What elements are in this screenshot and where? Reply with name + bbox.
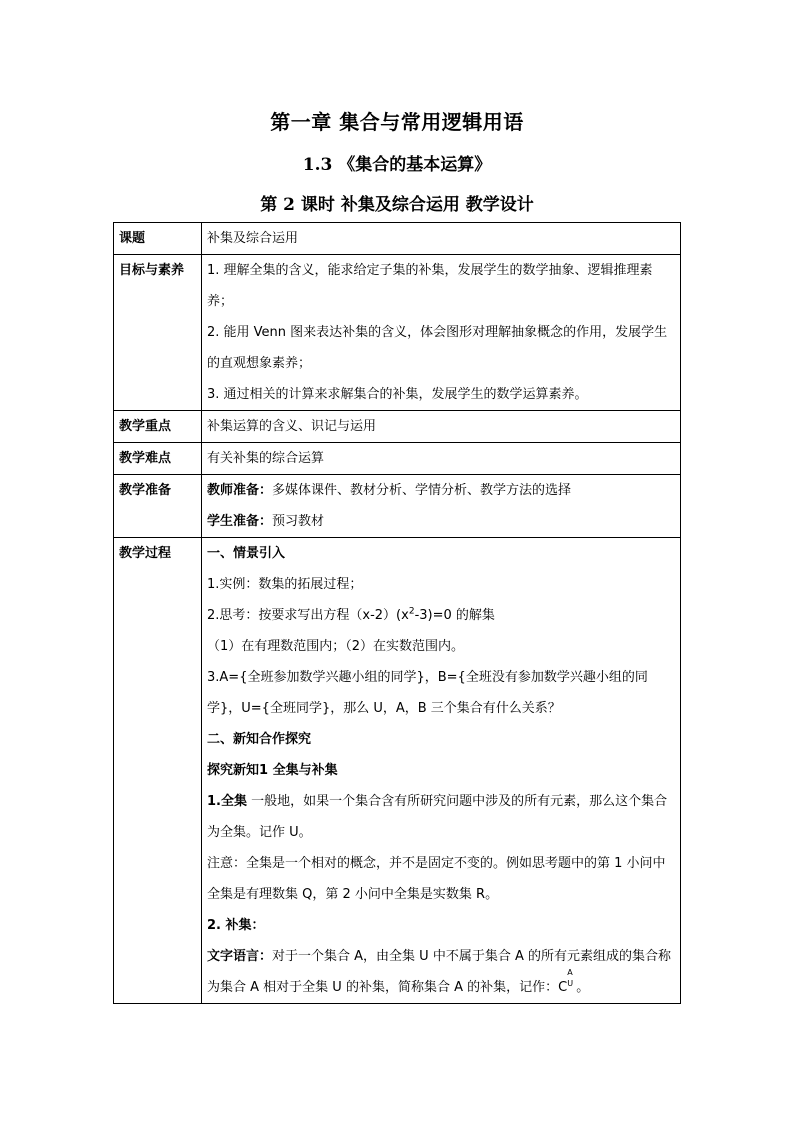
process-paragraph: 1.实例：数集的拓展过程； xyxy=(207,577,363,592)
complement-subscript: U xyxy=(567,979,574,988)
heading-scenario: 一、情景引入 xyxy=(207,546,286,561)
difficulties-value: 有关补集的综合运算 xyxy=(202,443,681,475)
verbal-language-label: 文字语言： xyxy=(207,949,273,964)
topic-label: 课题 xyxy=(114,223,202,255)
difficulties-label: 教学难点 xyxy=(114,443,202,475)
verbal-language-text: 对于一个集合 A，由全集 U 中不属于集合 A 的所有元素组成的集合称为集合 A 相对于全集 U 的补集，简称集合 A 的补集，记作：C xyxy=(207,949,671,995)
chapter-title: 第一章 集合与常用逻辑用语 xyxy=(270,110,524,134)
note-paragraph: 注意：全集是一个相对的概念，并不是固定不变的。例如思考题中的第 1 小问中全集是有理数集 Q，第 2 小问中全集是实数集 R。 xyxy=(207,856,666,902)
process-paragraph: 3.A={全班参加数学兴趣小组的同学}，B={全班没有参加数学兴趣小组的同学}，U={全班同学}，那么 U，A，B 三个集合有什么关系？ xyxy=(207,670,648,716)
goal-item: 2. 能用 Venn 图来表达补集的含义，体会图形对理解抽象概念的作用，发展学生的直观想象素养； xyxy=(207,325,668,371)
table-row-key-points xyxy=(114,411,681,443)
heading-explore-1: 探究新知1 全集与补集 xyxy=(207,763,338,778)
goals-label: 目标与素养 xyxy=(114,255,202,411)
universal-set-label: 1.全集 xyxy=(207,794,247,809)
lesson-plan-table xyxy=(113,222,681,1004)
table-row-difficulties xyxy=(114,443,681,475)
goals-content xyxy=(202,255,681,411)
process-content xyxy=(202,538,681,1004)
section-title: 1.3 《集合的基本运算》 xyxy=(302,155,492,175)
lesson-title: 第 2 课时 补集及综合运用 教学设计 xyxy=(260,195,534,215)
preparation-content xyxy=(202,475,681,538)
table-row-topic xyxy=(114,223,681,255)
universal-set-text: 一般地，如果一个集合含有所研究问题中涉及的所有元素，那么这个集合为全集。记作 U。 xyxy=(207,794,668,840)
process-label: 教学过程 xyxy=(114,538,202,1004)
teacher-preparation-label: 教师准备： xyxy=(207,483,273,498)
topic-value: 补集及综合运用 xyxy=(202,223,681,255)
key-points-label: 教学重点 xyxy=(114,411,202,443)
goal-item: 1. 理解全集的含义，能求给定子集的补集，发展学生的数学抽象、逻辑推理素养； xyxy=(207,263,653,309)
process-paragraph: （1）在有理数范围内；（2）在实数范围内。 xyxy=(207,639,465,654)
table-row-preparation xyxy=(114,475,681,538)
preparation-label: 教学准备 xyxy=(114,475,202,538)
table-row-goals xyxy=(114,255,681,411)
equation-part: 2.思考：按要求写出方程（x-2）(x xyxy=(207,608,409,623)
equation-exponent: 2 xyxy=(408,606,415,617)
student-preparation-value: 预习教材 xyxy=(272,514,325,529)
key-points-value: 补集运算的含义、识记与运用 xyxy=(202,411,681,443)
equation-part: -3)=0 的解集 xyxy=(414,608,495,623)
complement-verbal-definition xyxy=(207,941,676,1003)
universal-set-definition xyxy=(207,786,676,848)
process-paragraph xyxy=(207,600,676,631)
goal-item: 3. 通过相关的计算来求解集合的补集，发展学生的数学运算素养。 xyxy=(207,387,588,402)
teacher-preparation xyxy=(207,475,676,506)
complement-heading: 2. 补集： xyxy=(207,918,265,933)
verbal-end: 。 xyxy=(576,980,590,995)
teacher-preparation-value: 多媒体课件、教材分析、学情分析、教学方法的选择 xyxy=(272,483,572,498)
complement-notation xyxy=(567,968,576,991)
heading-new-knowledge: 二、新知合作探究 xyxy=(207,732,312,747)
table-row-process xyxy=(114,538,681,1004)
student-preparation-label: 学生准备： xyxy=(207,514,273,529)
complement-superscript: A xyxy=(567,968,573,977)
student-preparation xyxy=(207,506,676,537)
